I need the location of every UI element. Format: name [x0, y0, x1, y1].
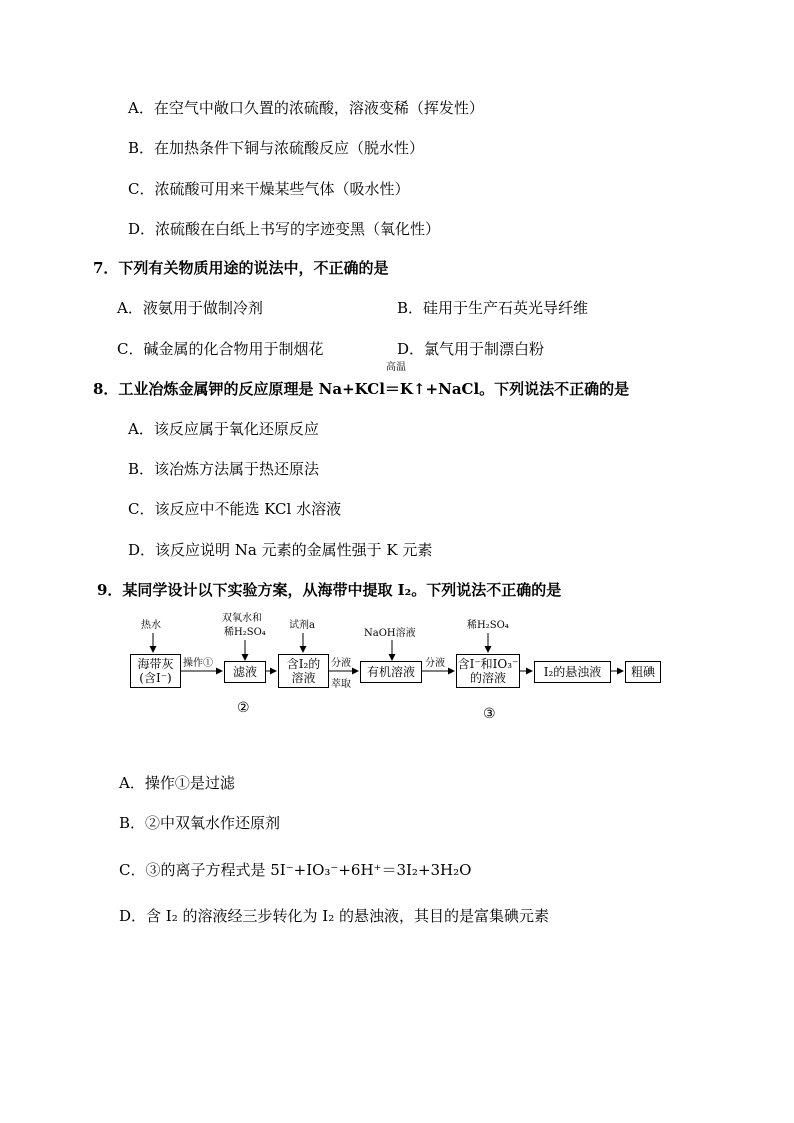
- q7-option-b: B．硅用于生产石英光导纤维: [397, 299, 589, 317]
- q6-option-b: B．在加热条件下铜与浓硫酸反应（脱水性）: [128, 139, 425, 157]
- box-kelp-ash-line2: (含I⁻): [139, 671, 172, 685]
- separation-2-label: 分液: [425, 658, 445, 669]
- q9-option-d: D．含 I₂ 的溶液经三步转化为 I₂ 的悬浊液，其目的是富集碘元素: [119, 907, 549, 925]
- marker-2: ②: [237, 700, 250, 716]
- q9-option-b: B．②中双氧水作还原剂: [119, 814, 281, 832]
- reagent-h2o2-line2: 稀H₂SO₄: [224, 627, 266, 638]
- box-kelp-ash-line1: 海带灰: [137, 657, 174, 671]
- box-crude-iodine-label: 粗碘: [630, 665, 655, 679]
- extraction-label: 萃取: [331, 679, 351, 690]
- reaction-condition: 高温: [386, 362, 406, 373]
- box-iodide-iodate-solution: [456, 654, 520, 688]
- operation-1-label: 操作①: [183, 658, 213, 669]
- q6-option-a: A．在空气中敞口久置的浓硫酸，溶液变稀（挥发性）: [128, 99, 484, 117]
- q7-option-d: D．氯气用于制漂白粉: [397, 340, 545, 358]
- q7-option-a: A．液氨用于做制冷剂: [117, 299, 263, 317]
- box-i2-suspension-label: I₂的悬浊液: [543, 665, 602, 679]
- reagent-a: 试剂a: [289, 620, 315, 631]
- box-filtrate: [224, 661, 266, 683]
- box-kelp-ash: [130, 654, 181, 688]
- reagent-hot-water: 热水: [141, 620, 161, 631]
- box-crude-iodine: [625, 661, 661, 683]
- marker-3: ③: [483, 706, 496, 722]
- q8-option-c: C．该反应中不能选 KCl 水溶液: [128, 500, 342, 518]
- q6-option-c: C．浓硫酸可用来干燥某些气体（吸水性）: [128, 180, 410, 198]
- q8-option-d: D．该反应说明 Na 元素的金属性强于 K 元素: [128, 541, 433, 559]
- q8-option-b: B．该冶炼方法属于热还原法: [128, 460, 320, 478]
- q7-option-c: C．碱金属的化合物用于制烟花: [117, 340, 324, 358]
- box-i2-solution-line1: 含I₂的: [286, 657, 321, 671]
- reagent-naoh: NaOH溶液: [364, 628, 416, 639]
- box-i2-suspension: [534, 661, 611, 683]
- q6-option-d: D．浓硫酸在白纸上书写的字迹变黑（氧化性）: [128, 220, 441, 238]
- box-i2-solution-line2: 溶液: [291, 671, 316, 685]
- reagent-h2so4: 稀H₂SO₄: [467, 620, 509, 631]
- box-iodide-iodate-line2: 的溶液: [469, 671, 506, 685]
- reagent-h2o2-line1: 双氧水和: [222, 613, 262, 624]
- box-iodide-iodate-line1: 含I⁻和IO₃⁻: [457, 657, 519, 671]
- q9-option-a: A．操作①是过滤: [119, 774, 235, 792]
- q7-stem: 7．下列有关物质用途的说法中，不正确的是: [93, 259, 389, 277]
- box-i2-solution: [278, 654, 329, 688]
- q8-option-a: A．该反应属于氧化还原反应: [128, 420, 319, 438]
- q9-option-c: C．③的离子方程式是 5I⁻+IO₃⁻+6H⁺＝3I₂+3H₂O: [119, 861, 472, 879]
- box-organic-solution-label: 有机溶液: [366, 665, 415, 679]
- q8-stem: 8．工业冶炼金属钾的反应原理是 Na+KCl＝K↑+NaCl。下列说法不正确的是: [93, 380, 630, 398]
- box-organic-solution: [360, 661, 422, 683]
- separation-1-label: 分液: [331, 658, 351, 669]
- q9-stem: 9．某同学设计以下实验方案，从海带中提取 I₂。下列说法不正确的是: [97, 581, 562, 599]
- box-filtrate-label: 滤液: [232, 665, 257, 679]
